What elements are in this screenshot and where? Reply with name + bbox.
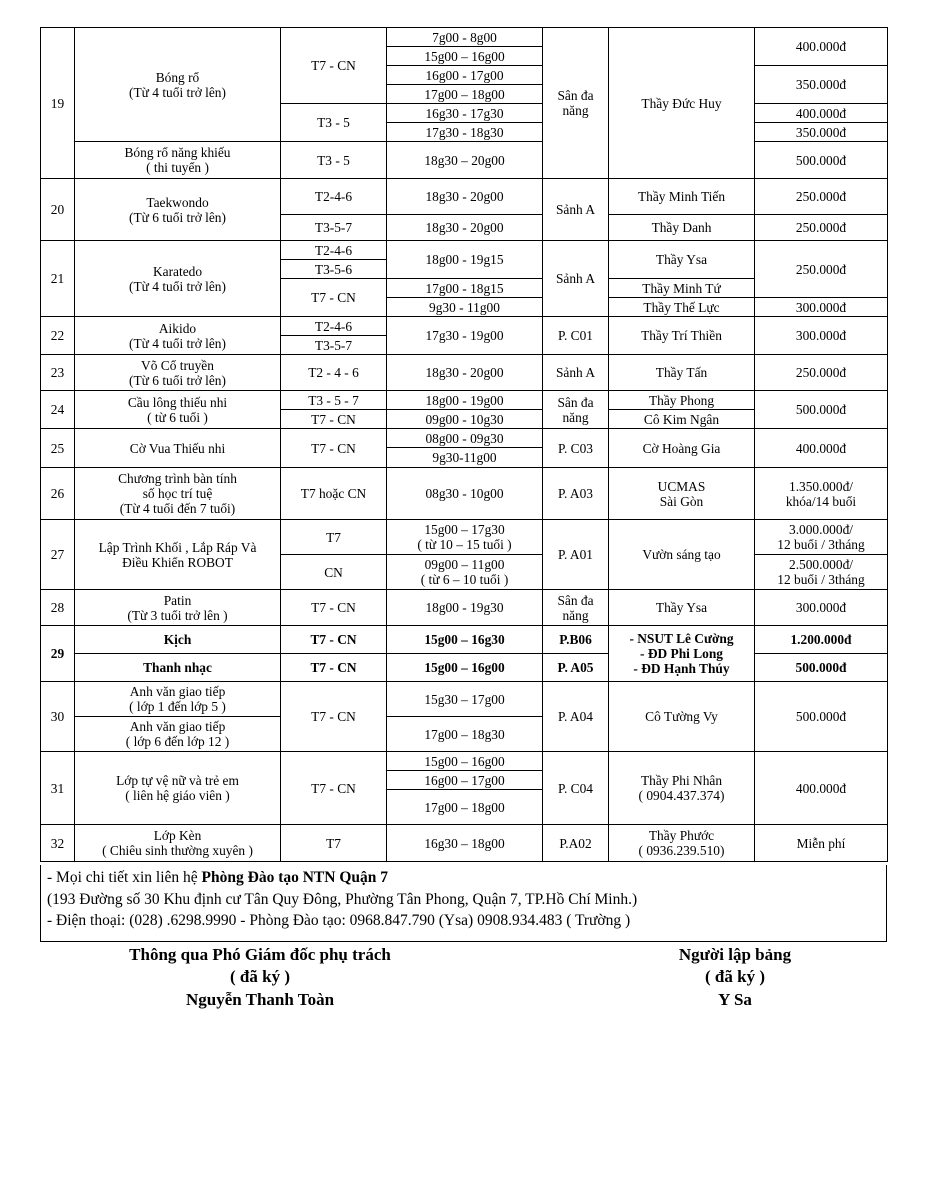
row-number: 32 (41, 825, 75, 862)
teacher: Thầy Ysa (609, 590, 755, 626)
teacher: Thầy Tấn (609, 355, 755, 391)
teacher: Cô Tường Vy (609, 682, 755, 752)
days: T3-5-7 (281, 215, 387, 241)
preparer-title: Người lập bảng (678, 945, 792, 964)
time-slot: 09g00 – 11g00 ( từ 6 – 10 tuổi ) (387, 555, 543, 590)
room: P. A04 (543, 682, 609, 752)
time-slot: 18g00 - 19g15 (387, 241, 543, 279)
time-slot: 18g00 - 19g30 (387, 590, 543, 626)
fee: 350.000đ (755, 123, 888, 142)
room: P. A03 (543, 468, 609, 520)
time-slot: 16g30 - 17g30 (387, 104, 543, 123)
contact-line-3: - Điện thoại: (028) .6298.9990 - Phòng Đào tạo: 0968.847.790 (Ysa) 0908.934.483 ( Trường ) (47, 912, 631, 930)
course-name: Cầu lông thiếu nhi ( từ 6 tuổi ) (75, 391, 281, 429)
approver-name: Nguyễn Thanh Toàn (185, 989, 335, 1009)
row-number: 24 (41, 391, 75, 429)
schedule-document (40, 27, 887, 862)
preparer-name: Y Sa (718, 989, 752, 1009)
days: T3 - 5 (281, 142, 387, 179)
row-number: 27 (41, 520, 75, 590)
contact-footer (40, 865, 887, 942)
course-name: Võ Cổ truyền (Từ 6 tuổi trở lên) (75, 355, 281, 391)
fee: 3.000.000đ/ 12 buổi / 3tháng (755, 520, 888, 555)
days: T7 - CN (281, 752, 387, 825)
time-slot: 16g00 – 17g00 (387, 771, 543, 790)
course-name: Lập Trình Khối , Lắp Ráp Và Điều Khiển ROBOT (75, 520, 281, 590)
course-name: Anh văn giao tiếp ( lớp 1 đến lớp 5 ) (75, 682, 281, 717)
time-slot: 17g00 – 18g30 (387, 717, 543, 752)
approver-title: Thông qua Phó Giám đốc phụ trách (129, 945, 391, 964)
time-slot: 18g00 - 19g00 (387, 391, 543, 410)
teacher: Thầy Danh (609, 215, 755, 241)
contact-line-2: (193 Đường số 30 Khu định cư Tân Quy Đông, Phường Tân Phong, Quận 7, TP.Hồ Chí Minh.) (47, 890, 638, 908)
days: T2-4-6 (281, 241, 387, 260)
time-slot: 7g00 - 8g00 (387, 28, 543, 47)
approver-signature (100, 944, 420, 1011)
days: T7 - CN (281, 682, 387, 752)
room: Sân đa năng (543, 391, 609, 429)
fee: 350.000đ (755, 66, 888, 104)
teacher: Thầy Minh Tứ (609, 279, 755, 298)
days: T7 - CN (281, 626, 387, 654)
course-name: Bóng rổ (Từ 4 tuổi trở lên) (75, 28, 281, 142)
days: T2-4-6 (281, 179, 387, 215)
fee: 500.000đ (755, 142, 888, 179)
time-slot: 17g00 – 18g00 (387, 790, 543, 825)
teacher: Thầy Phi Nhân ( 0904.437.374) (609, 752, 755, 825)
course-name: Chương trình bàn tính số học trí tuệ (Từ 4 tuổi đến 7 tuổi) (75, 468, 281, 520)
time-slot: 9g30-11g00 (387, 448, 543, 468)
time-slot: 08g00 - 09g30 (387, 429, 543, 448)
time-slot: 9g30 - 11g00 (387, 298, 543, 317)
time-slot: 16g30 – 18g00 (387, 825, 543, 862)
time-slot: 18g30 - 20g00 (387, 179, 543, 215)
time-slot: 15g00 – 16g00 (387, 752, 543, 771)
days: T7 (281, 825, 387, 862)
room: P. C01 (543, 317, 609, 355)
course-name: Cờ Vua Thiếu nhi (75, 429, 281, 468)
preparer-status: ( đã ký ) (705, 967, 765, 987)
days: T7 - CN (281, 590, 387, 626)
time-slot: 16g00 - 17g00 (387, 66, 543, 85)
course-name: Taekwondo (Từ 6 tuổi trở lên) (75, 179, 281, 241)
fee: 1.200.000đ (755, 626, 888, 654)
preparer-signature (620, 944, 850, 1011)
row-number: 19 (41, 28, 75, 179)
row-number: 20 (41, 179, 75, 241)
row-number: 29 (41, 626, 75, 682)
days: T7 - CN (281, 279, 387, 317)
fee: 250.000đ (755, 215, 888, 241)
course-name: Patin (Từ 3 tuổi trở lên ) (75, 590, 281, 626)
row-number: 30 (41, 682, 75, 752)
time-slot: 17g30 - 19g00 (387, 317, 543, 355)
days: T7 - CN (281, 28, 387, 104)
room: P.A02 (543, 825, 609, 862)
fee: 250.000đ (755, 241, 888, 298)
days: T7 (281, 520, 387, 555)
days: CN (281, 555, 387, 590)
room: Sảnh A (543, 179, 609, 241)
room: P. A05 (543, 654, 609, 682)
days: T7 - CN (281, 410, 387, 429)
time-slot: 17g00 – 18g00 (387, 85, 543, 104)
row-number: 28 (41, 590, 75, 626)
teacher: Thầy Phong (609, 391, 755, 410)
room: P. C03 (543, 429, 609, 468)
fee: 300.000đ (755, 317, 888, 355)
fee: 500.000đ (755, 654, 888, 682)
time-slot: 17g00 - 18g15 (387, 279, 543, 298)
fee: 400.000đ (755, 104, 888, 123)
time-slot: 15g00 – 16g00 (387, 654, 543, 682)
days: T7 - CN (281, 429, 387, 468)
contact-line-1: - Mọi chi tiết xin liên hệ Phòng Đào tạo NTN Quận 7 (47, 869, 389, 886)
fee: 400.000đ (755, 28, 888, 66)
teacher: Cờ Hoàng Gia (609, 429, 755, 468)
fee: Miễn phí (755, 825, 888, 862)
approver-status: ( đã ký ) (230, 967, 290, 987)
teacher: Thầy Phước ( 0936.239.510) (609, 825, 755, 862)
schedule-table (40, 27, 888, 862)
fee: 1.350.000đ/ khóa/14 buổi (755, 468, 888, 520)
row-number: 31 (41, 752, 75, 825)
course-name: Aikido (Từ 4 tuổi trở lên) (75, 317, 281, 355)
time-slot: 15g00 – 17g30 ( từ 10 – 15 tuổi ) (387, 520, 543, 555)
time-slot: 08g30 - 10g00 (387, 468, 543, 520)
fee: 2.500.000đ/ 12 buổi / 3tháng (755, 555, 888, 590)
teacher: Thầy Minh Tiến (609, 179, 755, 215)
room: Sảnh A (543, 241, 609, 317)
row-number: 22 (41, 317, 75, 355)
teacher: Thầy Trí Thiền (609, 317, 755, 355)
row-number: 21 (41, 241, 75, 317)
room: Sảnh A (543, 355, 609, 391)
time-slot: 15g00 – 16g00 (387, 47, 543, 66)
days: T2 - 4 - 6 (281, 355, 387, 391)
time-slot: 09g00 - 10g30 (387, 410, 543, 429)
days: T3 - 5 (281, 104, 387, 142)
course-name: Lớp tự vệ nữ và trẻ em ( liên hệ giáo viên ) (75, 752, 281, 825)
row-number: 25 (41, 429, 75, 468)
room: P.B06 (543, 626, 609, 654)
days: T3-5-7 (281, 336, 387, 355)
room: P. C04 (543, 752, 609, 825)
time-slot: 17g30 - 18g30 (387, 123, 543, 142)
time-slot: 15g00 – 16g30 (387, 626, 543, 654)
teacher: Thầy Ysa (609, 241, 755, 279)
teacher: - NSUT Lê Cường - ĐD Phi Long - ĐD Hạnh Thúy (609, 626, 755, 682)
course-name: Bóng rổ năng khiếu ( thi tuyển ) (75, 142, 281, 179)
days: T7 - CN (281, 654, 387, 682)
days: T3 - 5 - 7 (281, 391, 387, 410)
teacher: Cô Kim Ngân (609, 410, 755, 429)
fee: 300.000đ (755, 298, 888, 317)
course-name: Thanh nhạc (75, 654, 281, 682)
days: T7 hoặc CN (281, 468, 387, 520)
fee: 300.000đ (755, 590, 888, 626)
days: T2-4-6 (281, 317, 387, 336)
teacher: Thầy Đức Huy (609, 28, 755, 179)
fee: 250.000đ (755, 355, 888, 391)
row-number: 23 (41, 355, 75, 391)
course-name: Karatedo (Từ 4 tuổi trở lên) (75, 241, 281, 317)
room: Sân đa năng (543, 28, 609, 179)
room: Sân đa năng (543, 590, 609, 626)
teacher: Vườn sáng tạo (609, 520, 755, 590)
fee: 250.000đ (755, 179, 888, 215)
teacher: Thầy Thế Lực (609, 298, 755, 317)
course-name: Lớp Kèn ( Chiêu sinh thường xuyên ) (75, 825, 281, 862)
fee: 500.000đ (755, 682, 888, 752)
course-name: Kịch (75, 626, 281, 654)
fee: 400.000đ (755, 429, 888, 468)
fee: 400.000đ (755, 752, 888, 825)
row-number: 26 (41, 468, 75, 520)
time-slot: 18g30 - 20g00 (387, 215, 543, 241)
room: P. A01 (543, 520, 609, 590)
time-slot: 15g30 – 17g00 (387, 682, 543, 717)
teacher: UCMAS Sài Gòn (609, 468, 755, 520)
course-name: Anh văn giao tiếp ( lớp 6 đến lớp 12 ) (75, 717, 281, 752)
time-slot: 18g30 - 20g00 (387, 355, 543, 391)
fee: 500.000đ (755, 391, 888, 429)
time-slot: 18g30 – 20g00 (387, 142, 543, 179)
days: T3-5-6 (281, 260, 387, 279)
table-row (41, 28, 888, 47)
